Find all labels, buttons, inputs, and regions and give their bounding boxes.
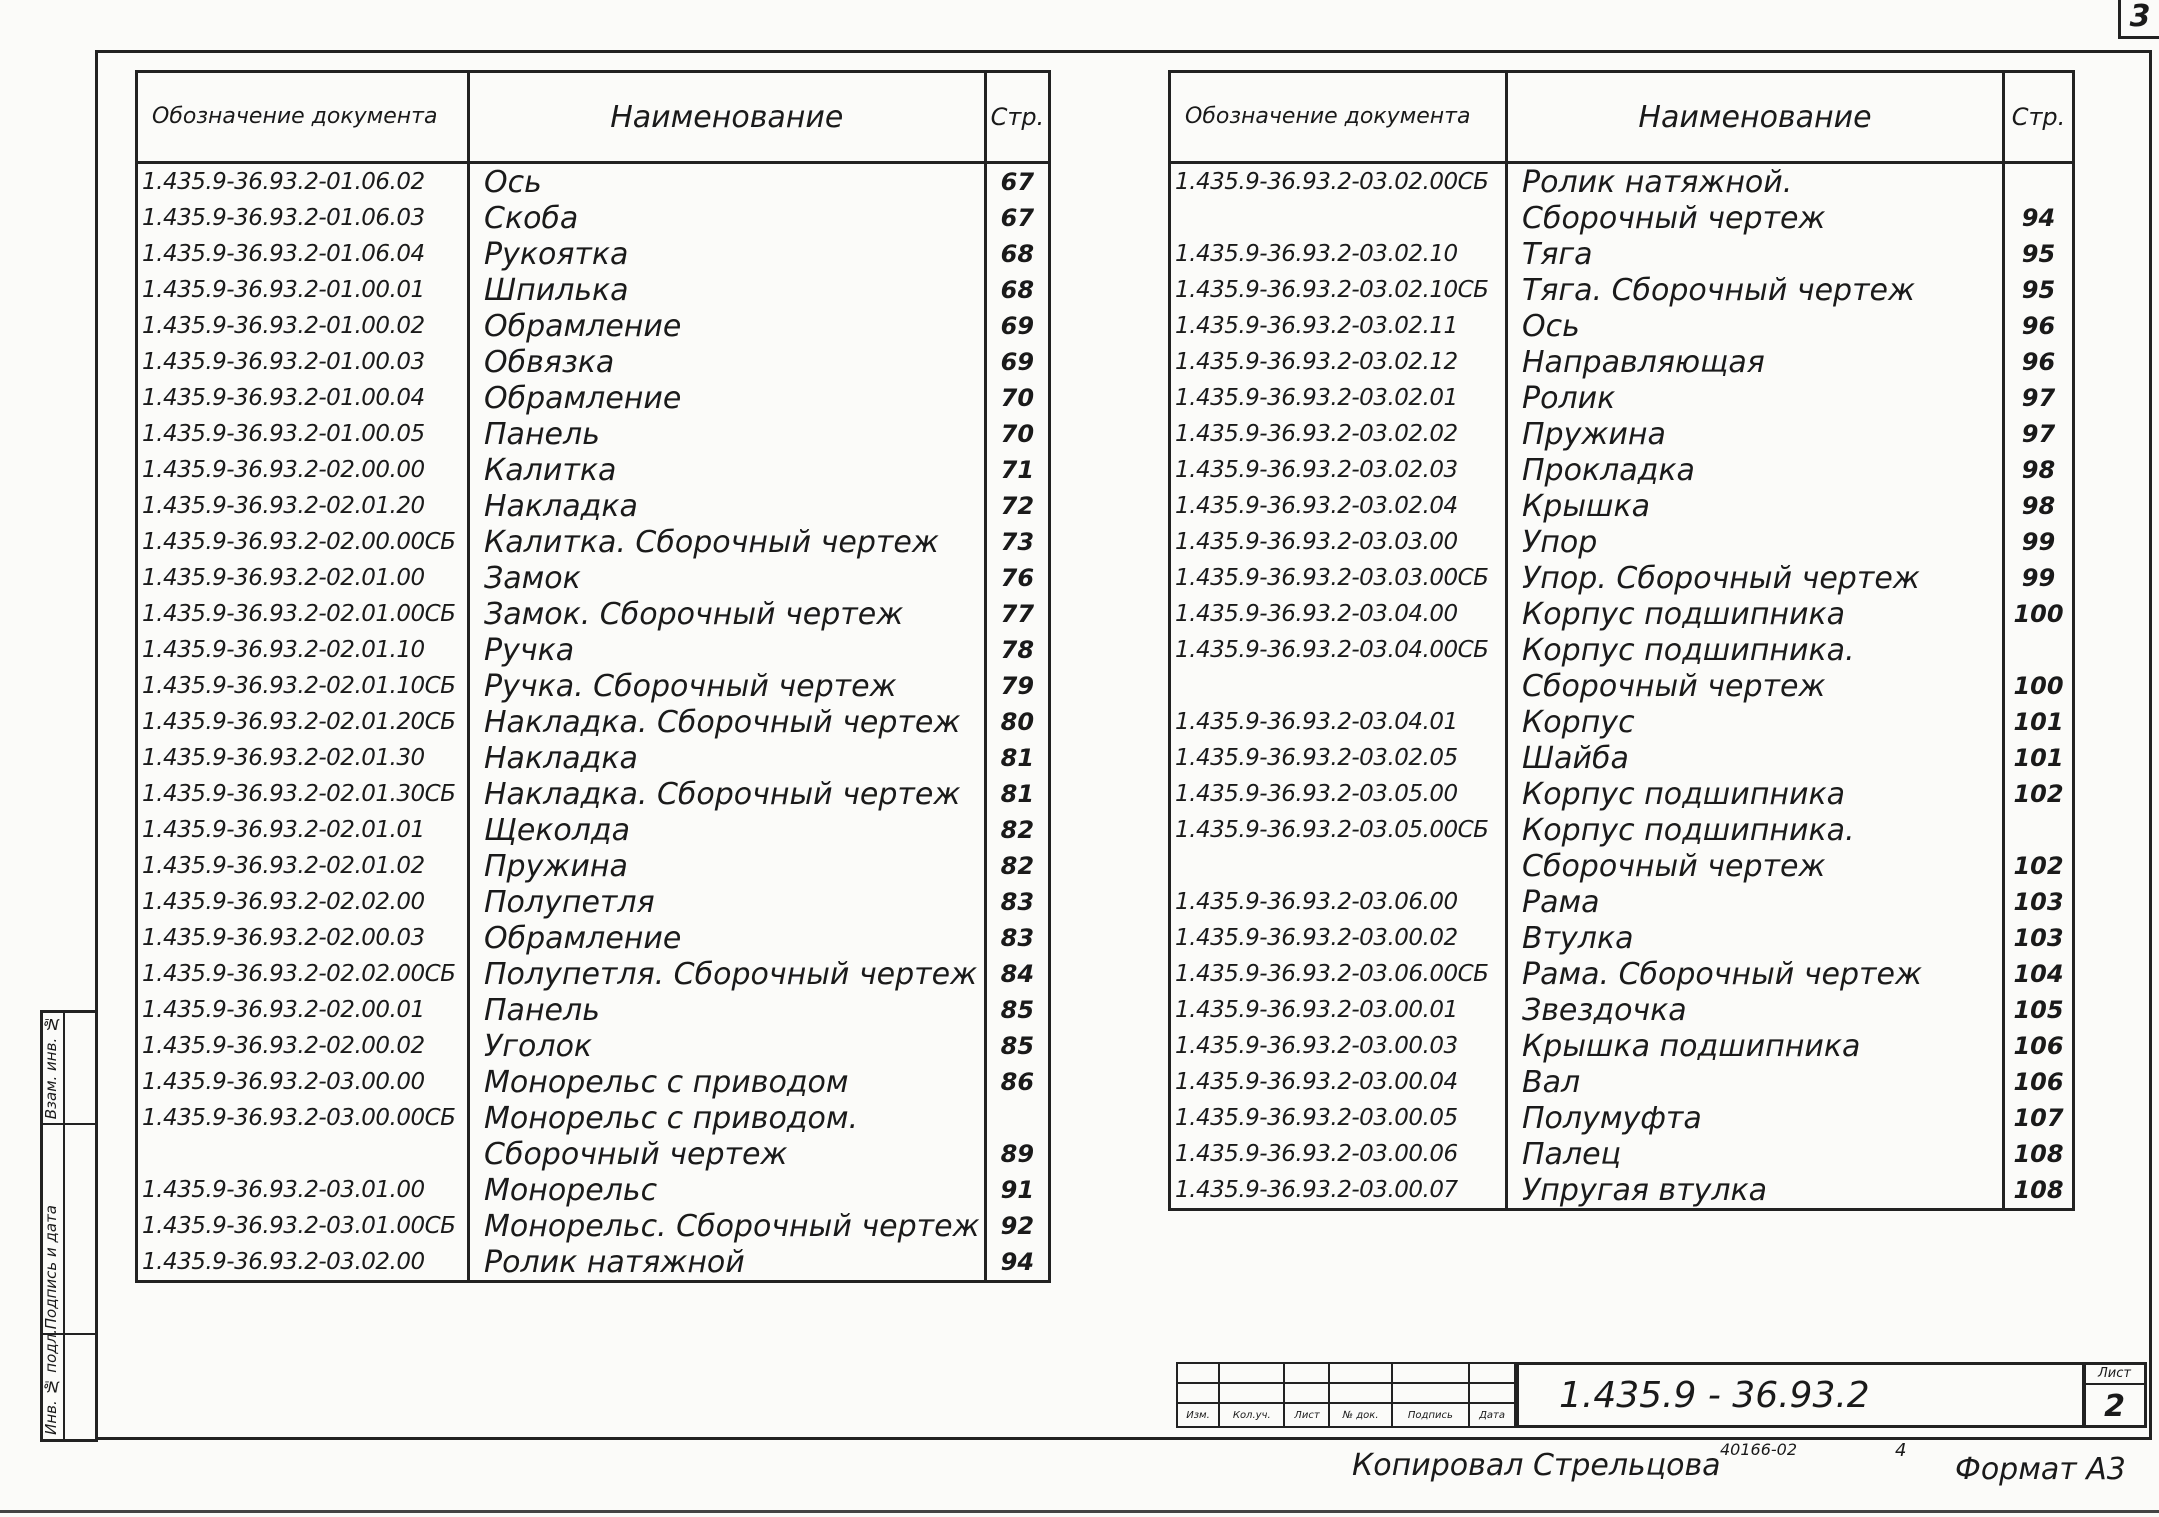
designation-cell: 1.435.9-36.93.2-02.00.03 [137,920,469,956]
sheet-cell: 71 [985,452,1050,488]
name-cell: Пружина [1507,416,2004,452]
sheet-cell: 69 [985,308,1050,344]
sheet-cell: 80 [985,704,1050,740]
table-row [1170,956,2074,992]
designation-cell: 1.435.9-36.93.2-03.02.01 [1170,380,1507,416]
table-row [1170,416,2074,452]
table-row [1170,200,2074,236]
revision-grid [1176,1362,1516,1428]
sheet-cell: 102 [2004,848,2074,884]
name-cell: Накладка. Сборочный чертеж [469,776,986,812]
name-cell: Корпус подшипника [1507,776,2004,812]
table-row [1170,776,2074,812]
designation-cell: 1.435.9-36.93.2-03.02.10СБ [1170,272,1507,308]
sheet-cell: 83 [985,920,1050,956]
table-row [137,380,1050,416]
name-cell: Полумуфта [1507,1100,2004,1136]
table-row [137,1172,1050,1208]
sheet-cell: 106 [2004,1064,2074,1100]
sheet-cell [985,1100,1050,1136]
designation-cell: 1.435.9-36.93.2-03.02.02 [1170,416,1507,452]
table-row [137,668,1050,704]
paper-format: Формат А3 [1955,1452,2126,1487]
margin-cell-signature [43,1123,95,1335]
designation-cell: 1.435.9-36.93.2-03.02.04 [1170,488,1507,524]
name-cell: Упругая втулка [1507,1172,2004,1210]
reference-code: 40166-02 [1720,1440,1798,1459]
designation-cell: 1.435.9-36.93.2-03.00.03 [1170,1028,1507,1064]
designation-cell [1170,200,1507,236]
designation-cell: 1.435.9-36.93.2-03.01.00СБ [137,1208,469,1244]
table-row [1170,163,2074,201]
title-block [1176,1362,2147,1428]
name-cell: Обрамление [469,308,986,344]
rev-col-change: Изм. [1177,1403,1219,1427]
rev-col-doc: № док. [1329,1403,1391,1427]
margin-cell-inventory [42,1329,95,1439]
sheet-cell: 101 [2004,740,2074,776]
designation-cell: 1.435.9-36.93.2-03.06.00СБ [1170,956,1507,992]
sheet-cell: 70 [985,380,1050,416]
table-row [1170,308,2074,344]
name-cell: Корпус подшипника. [1507,632,2004,668]
table-row [137,308,1050,344]
table-row [137,272,1050,308]
designation-cell: 1.435.9-36.93.2-02.01.01 [137,812,469,848]
designation-cell: 1.435.9-36.93.2-03.02.05 [1170,740,1507,776]
designation-cell: 1.435.9-36.93.2-03.00.00СБ [137,1100,469,1136]
margin-label-replaced: Взам. инв. № [42,1014,60,1119]
name-cell: Ролик натяжной. [1507,163,2004,201]
table-row [137,1064,1050,1100]
table-row [137,956,1050,992]
header-sheet: Стр. [985,72,1050,163]
table-row [1170,236,2074,272]
table-row [137,1100,1050,1136]
designation-cell: 1.435.9-36.93.2-03.04.00 [1170,596,1507,632]
sheet-label: Лист [2085,1365,2144,1385]
copied-by: Копировал Стрельцова [1352,1448,1721,1483]
designation-cell: 1.435.9-36.93.2-03.00.06 [1170,1136,1507,1172]
name-cell: Накладка. Сборочный чертеж [469,704,986,740]
name-cell: Уголок [469,1028,986,1064]
designation-cell: 1.435.9-36.93.2-02.00.00 [137,452,469,488]
sheet-cell: 94 [2004,200,2074,236]
sheet-value: 2 [2104,1389,2125,1424]
table-row [137,848,1050,884]
table-row [137,452,1050,488]
sheet-cell: 84 [985,956,1050,992]
table-row [137,344,1050,380]
name-cell: Панель [469,416,986,452]
table-row [1170,884,2074,920]
sheet-cell [2004,163,2074,201]
sheet-cell [2004,812,2074,848]
name-cell: Калитка. Сборочный чертеж [469,524,986,560]
designation-cell: 1.435.9-36.93.2-01.00.01 [137,272,469,308]
sheet-cell: 103 [2004,920,2074,956]
table-row [137,776,1050,812]
designation-cell: 1.435.9-36.93.2-03.00.05 [1170,1100,1507,1136]
table-row [1170,812,2074,848]
margin-cell-replaced [43,1013,95,1125]
designation-cell: 1.435.9-36.93.2-02.00.00СБ [137,524,469,560]
table-row [1170,668,2074,704]
name-cell: Втулка [1507,920,2004,956]
table-row [137,920,1050,956]
sheet-cell: 70 [985,416,1050,452]
table-row [137,740,1050,776]
table-row [137,200,1050,236]
sheet-cell: 107 [2004,1100,2074,1136]
table-row [137,1244,1050,1282]
name-cell: Ролик [1507,380,2004,416]
table-row [137,632,1050,668]
table-row [1170,1064,2074,1100]
sheet-cell: 68 [985,236,1050,272]
name-cell: Сборочный чертеж [1507,200,2004,236]
sheet-cell: 89 [985,1136,1050,1172]
sheet-cell: 100 [2004,596,2074,632]
designation-cell: 1.435.9-36.93.2-03.00.02 [1170,920,1507,956]
name-cell: Монорельс с приводом. [469,1100,986,1136]
sheet-cell: 102 [2004,776,2074,812]
name-cell: Тяга [1507,236,2004,272]
sheet-cell: 82 [985,812,1050,848]
table-header [1170,72,2074,163]
margin-label-inventory: Инв. № подл. [42,1329,60,1435]
designation-cell: 1.435.9-36.93.2-03.03.00СБ [1170,560,1507,596]
designation-cell: 1.435.9-36.93.2-02.01.30 [137,740,469,776]
name-cell: Ось [1507,308,2004,344]
name-cell: Панель [469,992,986,1028]
table-row [137,560,1050,596]
designation-cell: 1.435.9-36.93.2-03.00.07 [1170,1172,1507,1210]
table-row [1170,344,2074,380]
sheet-cell: 103 [2004,884,2074,920]
designation-cell: 1.435.9-36.93.2-03.06.00 [1170,884,1507,920]
table-row [1170,848,2074,884]
table-row [1170,1172,2074,1210]
name-cell: Обрамление [469,920,986,956]
sheet-cell: 100 [2004,668,2074,704]
designation-cell: 1.435.9-36.93.2-01.00.05 [137,416,469,452]
sheet-cell: 81 [985,740,1050,776]
designation-cell: 1.435.9-36.93.2-02.02.00СБ [137,956,469,992]
name-cell: Ручка [469,632,986,668]
margin-label-signature: Подпись и дата [42,1204,60,1329]
header-designation: Обозначение документа [1170,72,1507,163]
sheet-cell: 68 [985,272,1050,308]
name-cell: Скоба [469,200,986,236]
designation-cell: 1.435.9-36.93.2-02.01.10СБ [137,668,469,704]
name-cell: Звездочка [1507,992,2004,1028]
sheet-cell: 106 [2004,1028,2074,1064]
name-cell: Направляющая [1507,344,2004,380]
document-code: 1.435.9 - 36.93.2 [1516,1362,2086,1428]
designation-cell [1170,848,1507,884]
name-cell: Крышка подшипника [1507,1028,2004,1064]
designation-cell: 1.435.9-36.93.2-01.00.02 [137,308,469,344]
table-row [1170,1028,2074,1064]
rev-col-signature: Подпись [1392,1403,1469,1427]
designation-cell: 1.435.9-36.93.2-01.00.04 [137,380,469,416]
sheet-cell: 91 [985,1172,1050,1208]
sheet-cell: 76 [985,560,1050,596]
designation-cell: 1.435.9-36.93.2-03.02.12 [1170,344,1507,380]
table-row [137,416,1050,452]
name-cell: Рукоятка [469,236,986,272]
designation-cell: 1.435.9-36.93.2-03.01.00 [137,1172,469,1208]
designation-cell: 1.435.9-36.93.2-03.02.11 [1170,308,1507,344]
name-cell: Ось [469,163,986,201]
sheet-cell: 73 [985,524,1050,560]
sheet-cell: 108 [2004,1172,2074,1210]
side-margin-stamp [40,1010,98,1442]
table-row [1170,1100,2074,1136]
name-cell: Упор [1507,524,2004,560]
designation-cell: 1.435.9-36.93.2-02.02.00 [137,884,469,920]
designation-cell: 1.435.9-36.93.2-03.00.01 [1170,992,1507,1028]
header-name: Наименование [469,72,986,163]
table-row [137,992,1050,1028]
table-row [137,704,1050,740]
sheet-cell: 97 [2004,416,2074,452]
sheet-cell: 105 [2004,992,2074,1028]
table-row [1170,740,2074,776]
header-name: Наименование [1507,72,2004,163]
table-row [137,884,1050,920]
sheet-cell: 82 [985,848,1050,884]
designation-cell: 1.435.9-36.93.2-01.00.03 [137,344,469,380]
name-cell: Рама. Сборочный чертеж [1507,956,2004,992]
table-row [137,488,1050,524]
designation-cell: 1.435.9-36.93.2-02.01.00 [137,560,469,596]
table-row [137,1208,1050,1244]
sheet-cell: 95 [2004,236,2074,272]
sheet-cell: 67 [985,163,1050,201]
designation-cell: 1.435.9-36.93.2-02.01.20 [137,488,469,524]
header-designation: Обозначение документа [137,72,469,163]
sheet-cell [2004,632,2074,668]
table-header [137,72,1050,163]
table-row [137,812,1050,848]
table-row [1170,488,2074,524]
sheet-cell: 78 [985,632,1050,668]
designation-cell: 1.435.9-36.93.2-02.01.02 [137,848,469,884]
designation-cell: 1.435.9-36.93.2-01.06.04 [137,236,469,272]
table-row [1170,452,2074,488]
name-cell: Шпилька [469,272,986,308]
name-cell: Замок [469,560,986,596]
name-cell: Ролик натяжной [469,1244,986,1282]
page-number: 3 [2118,0,2159,39]
designation-cell: 1.435.9-36.93.2-01.06.02 [137,163,469,201]
designation-cell: 1.435.9-36.93.2-03.05.00СБ [1170,812,1507,848]
table-row [1170,596,2074,632]
left-table-body [137,163,1050,1282]
sheet-cell: 108 [2004,1136,2074,1172]
table-row [1170,524,2074,560]
name-cell: Монорельс с приводом [469,1064,986,1100]
header-sheet: Стр. [2004,72,2074,163]
sheet-cell: 99 [2004,560,2074,596]
sheet-cell: 97 [2004,380,2074,416]
name-cell: Обрамление [469,380,986,416]
sheet-cell: 81 [985,776,1050,812]
bottom-rule [0,1510,2159,1513]
name-cell: Пружина [469,848,986,884]
name-cell: Корпус подшипника [1507,596,2004,632]
designation-cell [137,1136,469,1172]
designation-cell: 1.435.9-36.93.2-03.04.00СБ [1170,632,1507,668]
sheet-cell: 101 [2004,704,2074,740]
sheet-cell: 94 [985,1244,1050,1282]
rev-col-date: Дата [1469,1403,1515,1427]
designation-cell: 1.435.9-36.93.2-02.01.20СБ [137,704,469,740]
designation-cell: 1.435.9-36.93.2-03.02.10 [1170,236,1507,272]
table-row [1170,920,2074,956]
name-cell: Калитка [469,452,986,488]
sheet-cell: 98 [2004,452,2074,488]
name-cell: Ручка. Сборочный чертеж [469,668,986,704]
sheet-cell: 79 [985,668,1050,704]
sheet-cell: 96 [2004,308,2074,344]
table-row [1170,704,2074,740]
sheet-cell: 83 [985,884,1050,920]
name-cell: Тяга. Сборочный чертеж [1507,272,2004,308]
designation-cell: 1.435.9-36.93.2-03.02.00 [137,1244,469,1282]
sheet-cell: 95 [2004,272,2074,308]
name-cell: Накладка [469,488,986,524]
table-row [137,524,1050,560]
designation-cell: 1.435.9-36.93.2-03.02.00СБ [1170,163,1507,201]
designation-cell: 1.435.9-36.93.2-02.01.10 [137,632,469,668]
name-cell: Щеколда [469,812,986,848]
left-spec-table [135,70,1051,1283]
name-cell: Обвязка [469,344,986,380]
sheet-cell: 67 [985,200,1050,236]
name-cell: Монорельс. Сборочный чертеж [469,1208,986,1244]
name-cell: Сборочный чертеж [469,1136,986,1172]
right-table-body [1170,163,2074,1210]
sheet-cell: 92 [985,1208,1050,1244]
name-cell: Монорельс [469,1172,986,1208]
sheet-cell: 98 [2004,488,2074,524]
name-cell: Полупетля. Сборочный чертеж [469,956,986,992]
sheet-cell: 77 [985,596,1050,632]
table-row [1170,272,2074,308]
designation-cell: 1.435.9-36.93.2-02.00.02 [137,1028,469,1064]
name-cell: Замок. Сборочный чертеж [469,596,986,632]
table-row [137,1136,1050,1172]
sheet-cell: 85 [985,992,1050,1028]
designation-cell: 1.435.9-36.93.2-03.05.00 [1170,776,1507,812]
designation-cell: 1.435.9-36.93.2-01.06.03 [137,200,469,236]
designation-cell [1170,668,1507,704]
sheet-cell: 85 [985,1028,1050,1064]
sheet-box [2082,1362,2147,1428]
name-cell: Полупетля [469,884,986,920]
designation-cell: 1.435.9-36.93.2-03.00.04 [1170,1064,1507,1100]
table-row [137,236,1050,272]
sheet-cell: 69 [985,344,1050,380]
right-spec-table [1168,70,2075,1211]
table-row [137,1028,1050,1064]
name-cell: Рама [1507,884,2004,920]
name-cell: Крышка [1507,488,2004,524]
designation-cell: 1.435.9-36.93.2-02.01.00СБ [137,596,469,632]
name-cell: Вал [1507,1064,2004,1100]
table-row [1170,1136,2074,1172]
designation-cell: 1.435.9-36.93.2-03.00.00 [137,1064,469,1100]
sheet-cell: 72 [985,488,1050,524]
table-row [1170,992,2074,1028]
table-row [137,163,1050,201]
name-cell: Накладка [469,740,986,776]
name-cell: Упор. Сборочный чертеж [1507,560,2004,596]
sheet-cell: 86 [985,1064,1050,1100]
designation-cell: 1.435.9-36.93.2-02.01.30СБ [137,776,469,812]
name-cell: Шайба [1507,740,2004,776]
name-cell: Сборочный чертеж [1507,668,2004,704]
sheet-cell: 104 [2004,956,2074,992]
table-row [137,596,1050,632]
name-cell: Палец [1507,1136,2004,1172]
rev-col-sheet: Лист [1284,1403,1329,1427]
sheet-cell: 99 [2004,524,2074,560]
designation-cell: 1.435.9-36.93.2-02.00.01 [137,992,469,1028]
designation-cell: 1.435.9-36.93.2-03.03.00 [1170,524,1507,560]
rev-col-quantity: Кол.уч. [1219,1403,1284,1427]
table-row [1170,380,2074,416]
table-row [1170,560,2074,596]
reference-number: 4 [1895,1440,1907,1461]
sheet-cell: 96 [2004,344,2074,380]
designation-cell: 1.435.9-36.93.2-03.02.03 [1170,452,1507,488]
name-cell: Корпус подшипника. [1507,812,2004,848]
name-cell: Сборочный чертеж [1507,848,2004,884]
name-cell: Корпус [1507,704,2004,740]
designation-cell: 1.435.9-36.93.2-03.04.01 [1170,704,1507,740]
table-row [1170,632,2074,668]
name-cell: Прокладка [1507,452,2004,488]
